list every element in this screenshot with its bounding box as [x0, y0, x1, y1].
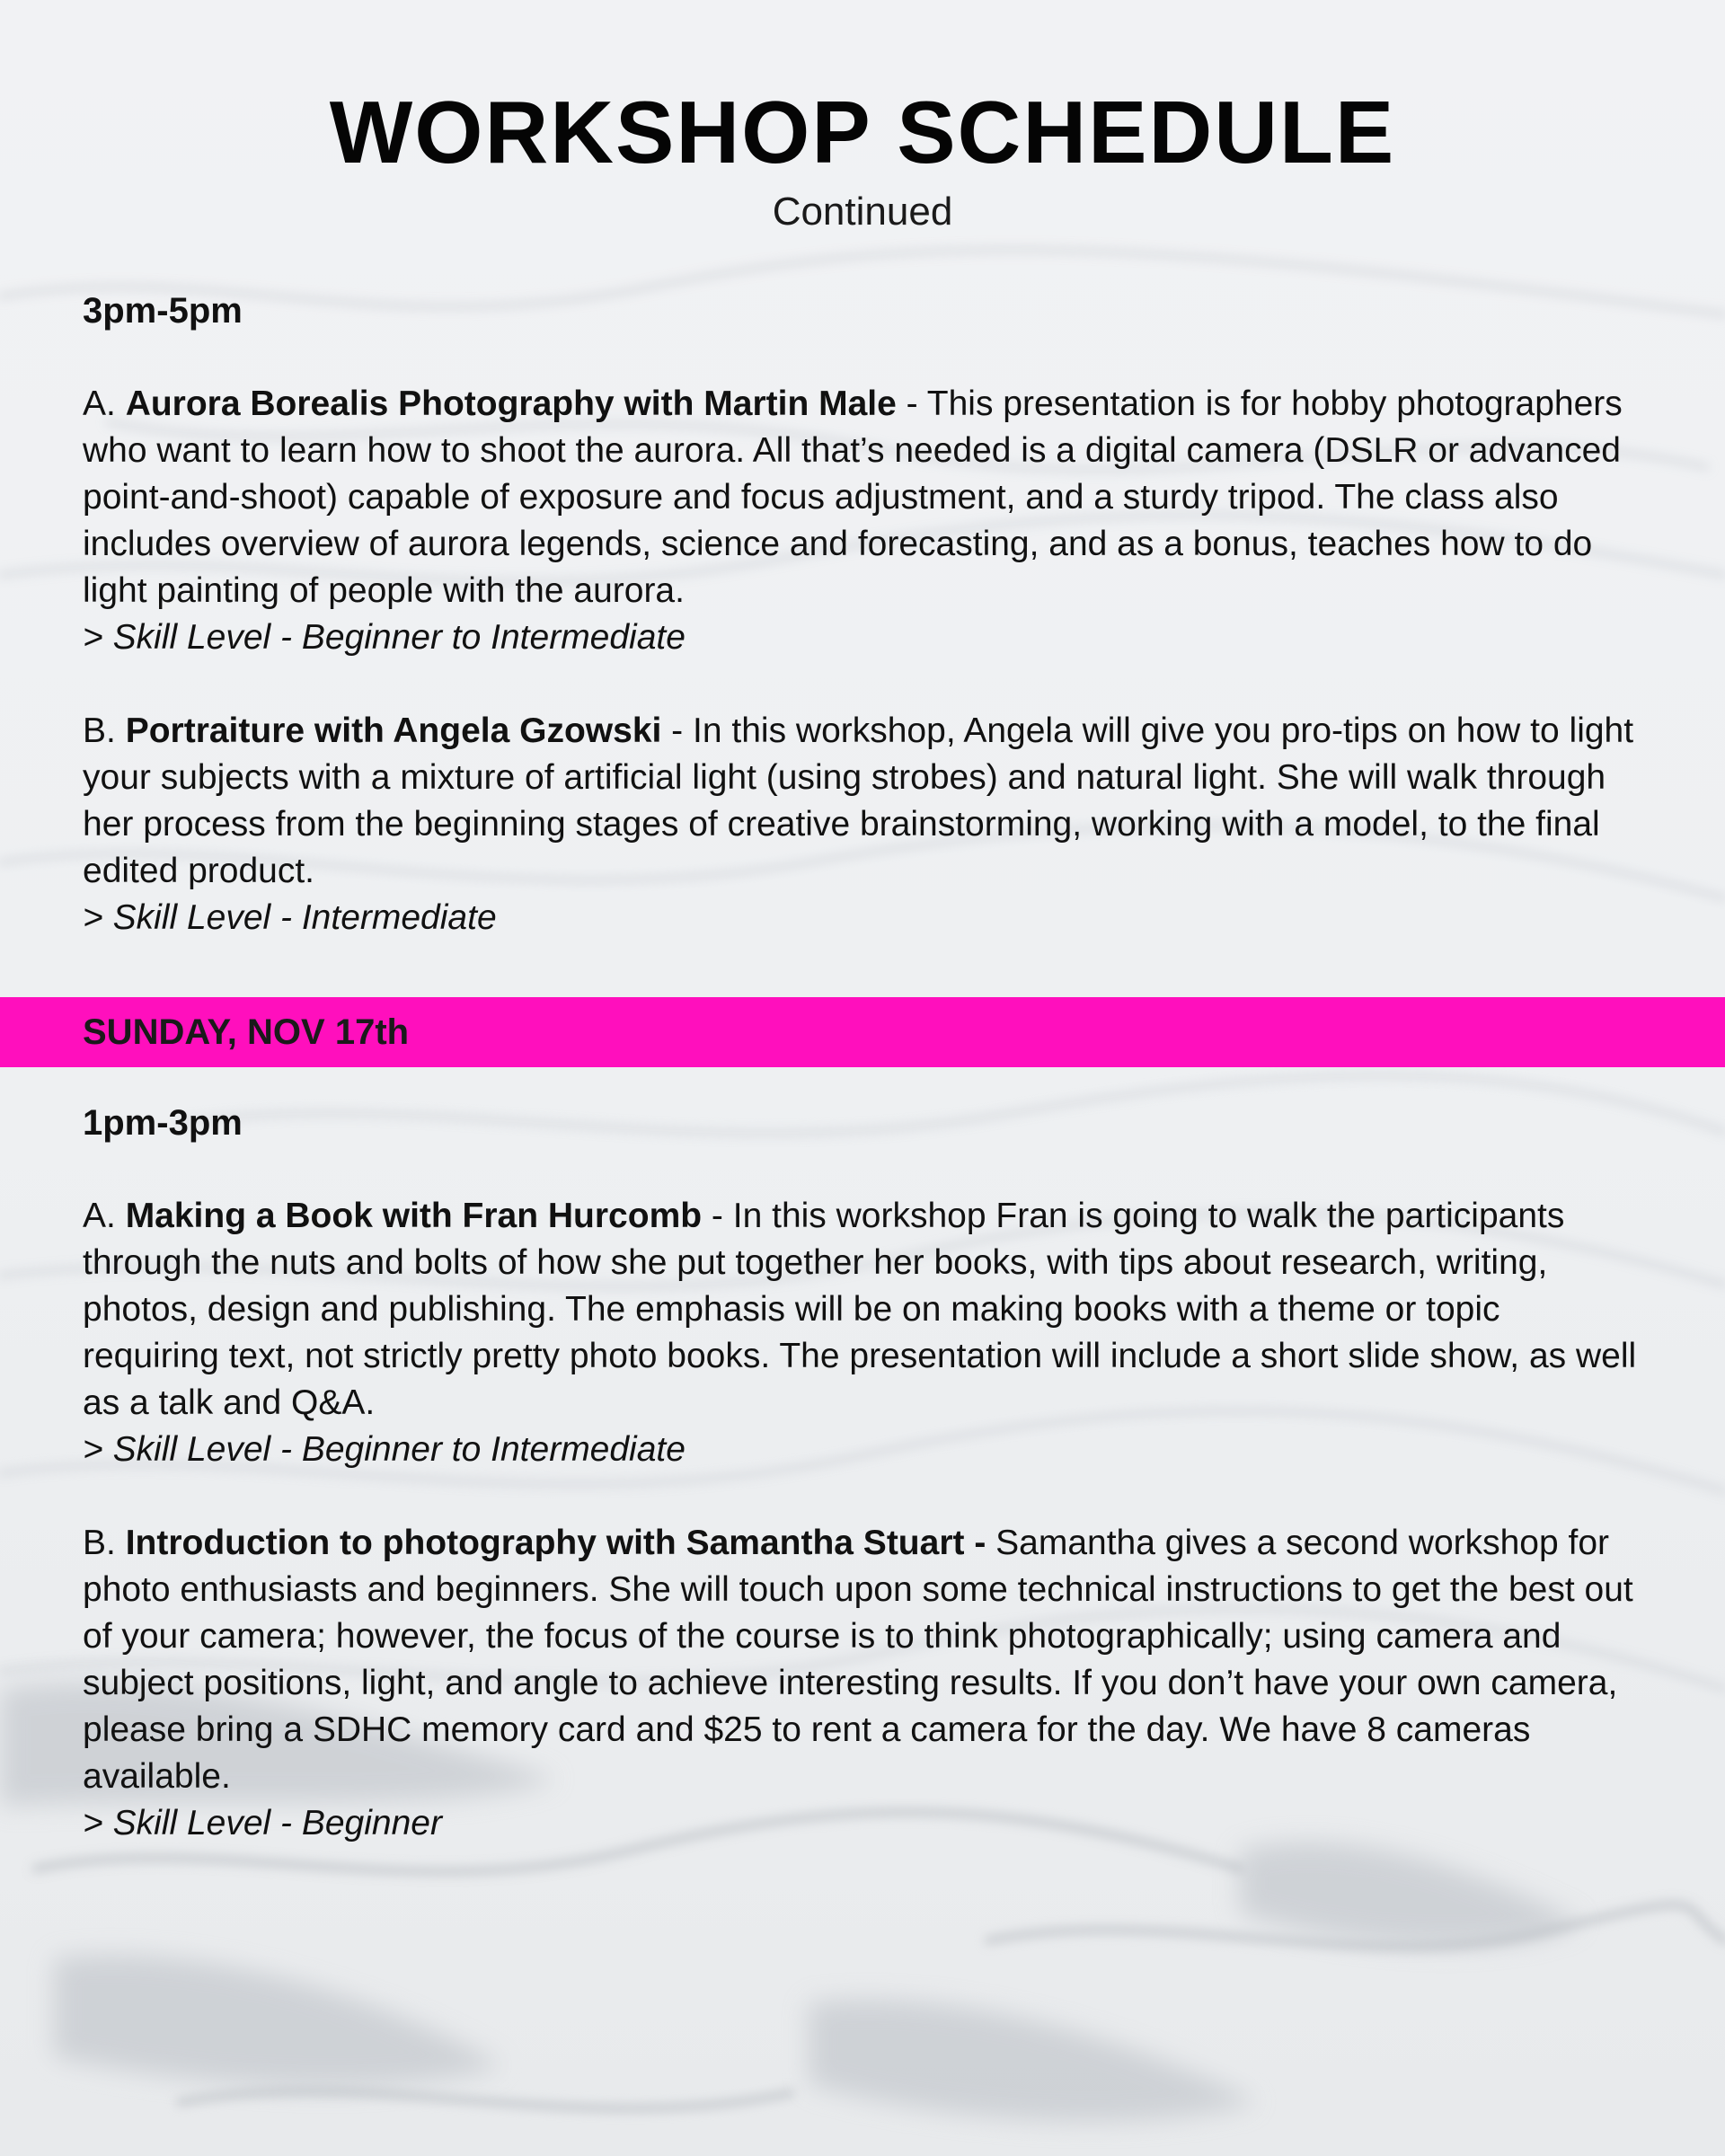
- workshop-letter: A.: [83, 1197, 126, 1235]
- skill-level: > Skill Level - Intermediate: [83, 898, 497, 937]
- workshop-entry-aurora: [83, 381, 1646, 661]
- skill-level: > Skill Level - Beginner to Intermediate: [83, 618, 686, 657]
- separator: -: [702, 1197, 733, 1235]
- workshop-entry-portraiture: [83, 708, 1646, 941]
- workshop-text: [83, 708, 1646, 895]
- day-label: SUNDAY, NOV 17th: [83, 1012, 410, 1052]
- time-slot-3pm-5pm: 3pm-5pm: [83, 291, 243, 331]
- workshop-entry-making-a-book: [83, 1193, 1646, 1473]
- workshop-title: Portraiture with Angela Gzowski: [125, 711, 662, 750]
- workshop-description: In this workshop Fran is going to walk the participants through the nuts and bolts of how she put together her books, with tips about research, writing, photos, design and publishing. The emphasis will be on making books with a theme or topic requiring text, not strictly pretty photo books. The presentation will include a short slide show, as well as a talk and Q&A.: [83, 1197, 1637, 1422]
- skill-level: > Skill Level - Beginner: [83, 1804, 442, 1842]
- skill-level: > Skill Level - Beginner to Intermediate: [83, 1430, 686, 1469]
- workshop-text: [83, 1520, 1646, 1800]
- day-header-bar: [0, 997, 1725, 1067]
- workshop-entry-intro-photography: [83, 1520, 1646, 1847]
- workshop-title: Introduction to photography with Samantha Stuart -: [125, 1524, 986, 1562]
- workshop-text: [83, 381, 1646, 614]
- separator: -: [661, 711, 694, 750]
- workshop-title: Aurora Borealis Photography with Martin Male: [125, 384, 897, 423]
- workshop-description: Samantha gives a second workshop for photo enthusiasts and beginners. She will touch upon some technical instructions to get the best out of your camera; however, the focus of the course is to think photographically; using camera and subject positions, light, and angle to achieve interesting results. If you don’t have your own camera, please bring a SDHC memory card and $25 to rent a camera for the day. We have 8 cameras available.: [83, 1524, 1633, 1796]
- workshop-description: In this workshop, Angela will give you pro-tips on how to light your subjects with a mixture of artificial light (using strobes) and natural light. She will walk through her process from the beginning stages of creative brainstorming, working with a model, to the final edited product.: [83, 711, 1634, 890]
- workshop-letter: B.: [83, 711, 126, 750]
- separator: -: [896, 384, 927, 423]
- workshop-letter: B.: [83, 1524, 126, 1562]
- separator: [986, 1524, 995, 1562]
- workshop-description: This presentation is for hobby photographers who want to learn how to shoot the aurora. All that’s needed is a digital camera (DSLR or advanced point-and-shoot) capable of exposure and focus adjustment, and a sturdy tripod. The class also includes overview of aurora legends, science and forecasting, and as a bonus, teaches how to do light painting of people with the aurora.: [83, 384, 1623, 610]
- page-title: WORKSHOP SCHEDULE: [329, 83, 1396, 181]
- time-slot-1pm-3pm: 1pm-3pm: [83, 1103, 243, 1143]
- workshop-title: Making a Book with Fran Hurcomb: [125, 1197, 703, 1235]
- workshop-text: [83, 1193, 1646, 1427]
- page-subtitle: Continued: [772, 190, 953, 234]
- workshop-letter: A.: [83, 384, 126, 423]
